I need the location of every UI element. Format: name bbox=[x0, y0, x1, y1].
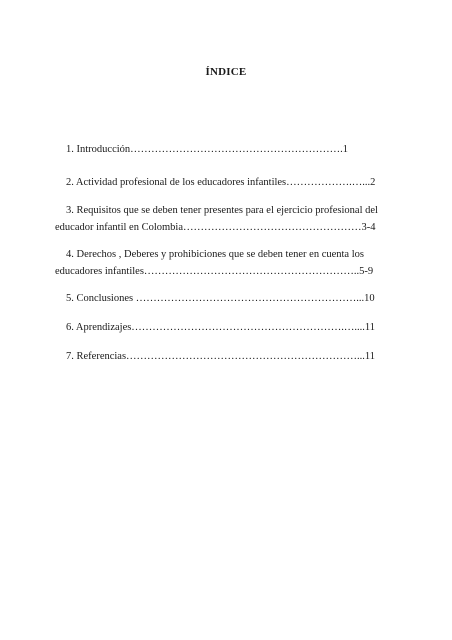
toc-entry-actividad-profesional bbox=[55, 176, 385, 190]
page-title: ÍNDICE bbox=[205, 66, 247, 78]
toc-entry-conclusiones bbox=[55, 292, 385, 306]
toc-entry-requisitos bbox=[55, 204, 385, 235]
toc-entry-text: 3. Requisitos que se deben tener presentes para el ejercicio profesional del bbox=[66, 205, 378, 216]
toc-entry-referencias bbox=[55, 350, 385, 364]
toc-entry-text: 4. Derechos , Deberes y prohibiciones que se deben tener en cuenta los bbox=[66, 249, 364, 260]
toc-entry-text: 5. Conclusiones ………………………………………………………...10 bbox=[66, 293, 375, 304]
toc-entry-introduccion bbox=[55, 143, 385, 157]
toc-entry-text: 7. Referencias…………………………………………………………...11 bbox=[66, 351, 376, 362]
toc-entry-text: 6. Aprendizajes…………………………………………………….…....11 bbox=[66, 322, 376, 333]
toc-entry-text-continued: educadores infantiles……………………………………………………..5-9 bbox=[55, 266, 374, 277]
toc-entry-derechos bbox=[55, 248, 385, 279]
toc-entry-text-continued: educador infantil en Colombia……………………………………………3-4 bbox=[55, 222, 376, 233]
toc-entry-aprendizajes bbox=[55, 321, 385, 335]
toc-entry-text: 2. Actividad profesional de los educadores infantiles……………….…...2 bbox=[66, 177, 376, 188]
toc-entry-text: 1. Introducción…………………………………………………….1 bbox=[66, 144, 349, 155]
